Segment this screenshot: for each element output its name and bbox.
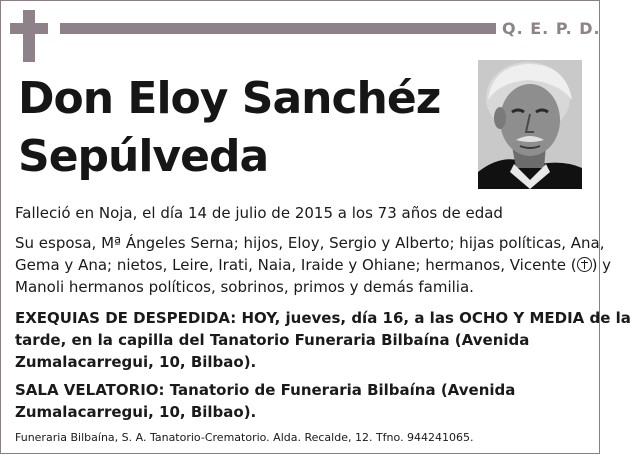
cross-icon-bar bbox=[10, 23, 48, 34]
wake-room-line: Zumalacarregui, 10, Bilbao). bbox=[15, 403, 257, 421]
deceased-name bbox=[18, 70, 441, 186]
family-paragraph bbox=[15, 232, 612, 298]
cross-icon bbox=[23, 10, 35, 62]
deceased-name-line2: Sepúlveda bbox=[18, 131, 269, 182]
family-line bbox=[15, 254, 612, 276]
family-line-text: ) y bbox=[591, 256, 612, 274]
funeral-home-footer: Funeraria Bilbaína, S. A. Tanatorio-Crematorio. Alda. Recalde, 12. Tfno. 944241065. bbox=[15, 431, 474, 444]
death-notice-line: Falleció en Noja, el día 14 de julio de 2015 a los 73 años de edad bbox=[15, 204, 503, 222]
deceased-name-line1: Don Eloy Sanchéz bbox=[18, 73, 441, 124]
funeral-service-line: Zumalacarregui, 10, Bilbao). bbox=[15, 353, 257, 371]
funeral-service-paragraph bbox=[15, 307, 631, 373]
wake-room-paragraph bbox=[15, 379, 587, 423]
family-line: Su esposa, Mª Ángeles Serna; hijos, Eloy, Sergio y Alberto; hijas políticas, Ana, bbox=[15, 234, 605, 252]
family-line: Manoli hermanos políticos, sobrinos, primos y demás familia. bbox=[15, 278, 474, 296]
qepd-badge: Q. E. P. D. bbox=[502, 19, 601, 38]
deceased-photo bbox=[478, 60, 582, 189]
family-line-text: Gema y Ana; nietos, Leire, Irati, Naia, Iraide y Ohiane; hermanos, Vicente ( bbox=[15, 256, 577, 274]
funeral-service-line: tarde, en la capilla del Tanatorio Funeraria Bilbaína (Avenida bbox=[15, 331, 530, 349]
wake-room-line: SALA VELATORIO: Tanatorio de Funeraria Bilbaína (Avenida bbox=[15, 381, 516, 399]
funeral-service-line: EXEQUIAS DE DESPEDIDA: HOY, jueves, día 16, a las OCHO Y MEDIA de la bbox=[15, 309, 631, 327]
deceased-cross-icon bbox=[577, 257, 592, 272]
portrait-image bbox=[478, 60, 582, 189]
header-rule bbox=[60, 23, 496, 34]
